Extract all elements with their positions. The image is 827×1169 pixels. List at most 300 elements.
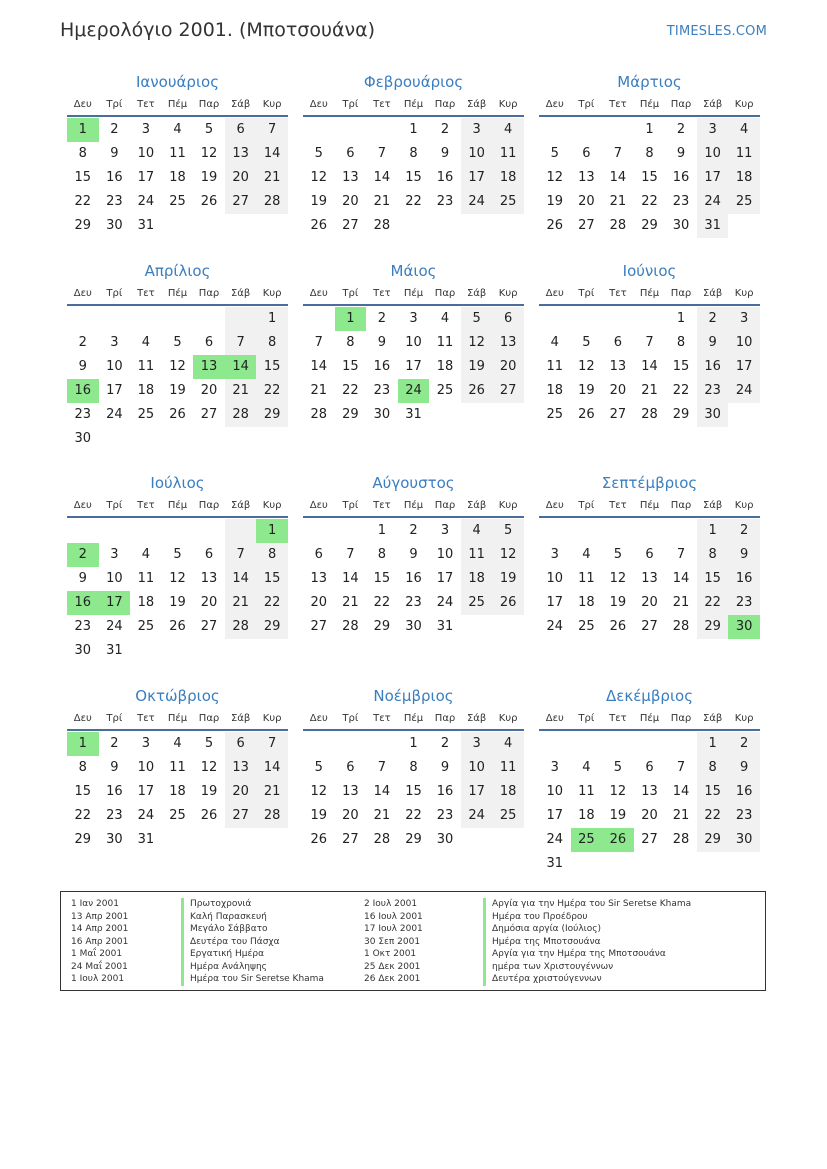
weekday-label: Πέμ <box>639 713 660 724</box>
day-cell: 19 <box>609 808 627 823</box>
day-cell: 20 <box>200 383 218 398</box>
day-cell: 14 <box>310 359 328 374</box>
day-cell: 8 <box>78 760 87 775</box>
month-days <box>539 118 760 238</box>
day-cell: 2 <box>110 122 119 137</box>
day-cell: 17 <box>728 355 760 379</box>
empty-day-cell <box>256 427 288 451</box>
weekday-label: Παρ <box>198 99 220 110</box>
empty-day-cell <box>193 214 225 238</box>
day-cell: 2 <box>440 736 450 751</box>
day-cell: 26 <box>546 218 564 233</box>
month-name: Ιούνιος <box>622 262 677 280</box>
holiday-day-cell: 26 <box>602 828 634 852</box>
empty-day-cell <box>225 519 257 543</box>
day-cell: 13 <box>609 359 627 374</box>
day-cell: 17 <box>137 170 155 185</box>
empty-day-cell <box>303 118 335 142</box>
weekday-label: Τρί <box>342 99 359 110</box>
week-row <box>539 828 760 852</box>
month-name: Μάιος <box>390 262 437 280</box>
week-row <box>539 118 760 142</box>
day-cell: 20 <box>200 595 218 610</box>
day-cell: 24 <box>106 619 123 634</box>
day-cell: 24 <box>546 832 564 847</box>
day-cell: 14 <box>373 170 391 185</box>
week-row <box>67 403 288 427</box>
empty-day-cell <box>366 732 398 756</box>
month-block <box>539 260 760 427</box>
week-row <box>539 519 760 543</box>
empty-day-cell <box>99 307 131 331</box>
day-cell: 13 <box>578 170 595 185</box>
weekday-label: Τρί <box>578 99 595 110</box>
day-cell: 7 <box>225 543 257 567</box>
day-cell: 3 <box>141 122 151 137</box>
empty-day-cell <box>728 214 760 238</box>
day-cell: 7 <box>225 331 257 355</box>
weekday-label: Παρ <box>670 99 692 110</box>
weekday-label: Σάβ <box>230 713 251 724</box>
day-cell: 14 <box>609 170 627 185</box>
day-cell: 30 <box>74 431 92 446</box>
weekday-label: Παρ <box>434 288 456 299</box>
weekday-label: Σάβ <box>702 500 723 511</box>
day-cell: 4 <box>492 732 524 756</box>
month-block <box>303 685 524 852</box>
month-block <box>303 260 524 427</box>
month-block <box>67 71 288 238</box>
holiday-name: Καλή Παρασκευή <box>181 911 324 924</box>
day-cell: 10 <box>137 146 155 161</box>
holiday-date: 1 Οκτ 2001 <box>364 949 417 959</box>
empty-day-cell <box>225 427 257 451</box>
weekday-label: Παρ <box>670 500 692 511</box>
day-cell: 29 <box>256 615 288 639</box>
day-cell: 21 <box>225 591 257 615</box>
week-row <box>303 307 524 331</box>
holiday-names-col-2 <box>483 898 691 986</box>
holiday-date: 13 Απρ 2001 <box>71 911 129 922</box>
day-cell: 30 <box>436 832 454 847</box>
day-cell: 21 <box>225 379 257 403</box>
day-cell: 15 <box>74 784 92 799</box>
empty-day-cell <box>492 828 524 852</box>
week-row <box>303 166 524 190</box>
holiday-name: Ημέρα Ανάληψης <box>181 961 324 974</box>
day-cell: 26 <box>578 407 595 422</box>
weekday-label: Τετ <box>137 99 155 110</box>
day-cell: 7 <box>676 547 686 562</box>
week-row <box>303 190 524 214</box>
day-cell: 14 <box>256 756 288 780</box>
day-cell: 31 <box>546 856 564 871</box>
week-row <box>303 379 524 403</box>
week-row <box>67 214 288 238</box>
day-cell: 12 <box>310 784 328 799</box>
week-row <box>67 732 288 756</box>
holiday-date: 30 Σεπ 2001 <box>364 936 421 947</box>
day-cell: 11 <box>492 142 524 166</box>
day-cell: 20 <box>641 595 658 610</box>
day-cell: 10 <box>461 142 493 166</box>
day-cell: 12 <box>200 146 218 161</box>
day-cell: 30 <box>697 403 729 427</box>
day-cell: 15 <box>342 359 359 374</box>
empty-day-cell <box>571 519 603 543</box>
empty-day-cell <box>225 214 257 238</box>
holiday-dates-col-1 <box>71 898 128 986</box>
day-cell: 4 <box>173 736 182 751</box>
week-row <box>67 355 288 379</box>
day-cell: 5 <box>613 760 623 775</box>
day-cell: 30 <box>672 218 690 233</box>
day-cell: 15 <box>697 567 729 591</box>
day-cell: 1 <box>697 519 729 543</box>
day-cell: 27 <box>225 804 257 828</box>
month-name: Ιούλιος <box>150 474 205 492</box>
day-cell: 17 <box>461 166 493 190</box>
empty-day-cell <box>256 214 288 238</box>
day-cell: 6 <box>645 547 654 562</box>
empty-day-cell <box>602 852 634 876</box>
week-row <box>539 615 760 639</box>
holiday-name: Δευτέρα χριστούγεννων <box>483 973 691 986</box>
weekday-label: Τετ <box>609 288 627 299</box>
day-cell: 1 <box>256 307 288 331</box>
weekday-label: Πέμ <box>403 99 424 110</box>
day-cell: 19 <box>546 194 564 209</box>
week-row <box>539 379 760 403</box>
day-cell: 30 <box>373 407 391 422</box>
empty-day-cell <box>461 403 493 427</box>
day-cell: 8 <box>256 543 288 567</box>
week-row <box>67 142 288 166</box>
empty-day-cell <box>571 852 603 876</box>
day-cell: 29 <box>697 615 729 639</box>
empty-day-cell <box>99 519 131 543</box>
week-row <box>67 166 288 190</box>
month-days <box>539 732 760 876</box>
weekday-header <box>539 284 760 306</box>
empty-day-cell <box>67 519 99 543</box>
empty-day-cell <box>602 118 634 142</box>
day-cell: 5 <box>613 547 623 562</box>
empty-day-cell <box>366 118 398 142</box>
brand-logo-text[interactable]: TIMESLES.COM <box>666 24 767 39</box>
day-cell: 22 <box>74 808 92 823</box>
day-cell: 28 <box>225 403 257 427</box>
day-cell: 9 <box>377 335 387 350</box>
empty-day-cell <box>225 828 257 852</box>
day-cell: 8 <box>78 146 87 161</box>
month-name: Μάρτιος <box>617 73 682 91</box>
day-cell: 22 <box>373 595 391 610</box>
day-cell: 26 <box>200 808 218 823</box>
day-cell: 6 <box>645 760 654 775</box>
weekday-label: Τετ <box>373 99 391 110</box>
holiday-name: Δημόσια αργία (Ιούλιος) <box>483 923 691 936</box>
day-cell: 21 <box>256 166 288 190</box>
week-row <box>539 331 760 355</box>
day-cell: 18 <box>169 784 186 799</box>
day-cell: 18 <box>137 383 155 398</box>
day-cell: 27 <box>609 407 627 422</box>
week-row <box>303 355 524 379</box>
empty-day-cell <box>461 615 493 639</box>
day-cell: 15 <box>256 355 288 379</box>
empty-day-cell <box>665 519 697 543</box>
day-cell: 11 <box>492 756 524 780</box>
weekday-label: Κυρ <box>734 99 754 110</box>
day-cell: 15 <box>672 359 690 374</box>
holiday-day-cell: 1 <box>67 118 99 142</box>
weekday-label: Δευ <box>545 713 564 724</box>
empty-day-cell <box>335 118 367 142</box>
day-cell: 19 <box>200 784 218 799</box>
weekday-label: Σάβ <box>230 99 251 110</box>
weekday-label: Τρί <box>106 99 123 110</box>
weekday-label: Πέμ <box>167 99 188 110</box>
holiday-day-cell: 1 <box>335 307 367 331</box>
empty-day-cell <box>571 307 603 331</box>
day-cell: 1 <box>409 736 418 751</box>
day-cell: 25 <box>546 407 564 422</box>
empty-day-cell <box>398 214 430 238</box>
day-cell: 6 <box>613 335 623 350</box>
empty-day-cell <box>67 307 99 331</box>
weekday-label: Δευ <box>545 500 564 511</box>
month-block <box>67 260 288 451</box>
day-cell: 15 <box>405 170 422 185</box>
weekday-label: Σάβ <box>230 500 251 511</box>
day-cell: 9 <box>110 146 119 161</box>
month-block <box>303 71 524 238</box>
weekday-label: Τρί <box>106 500 123 511</box>
day-cell: 29 <box>74 218 92 233</box>
weekday-label: Κυρ <box>498 99 518 110</box>
day-cell: 19 <box>310 194 328 209</box>
day-cell: 26 <box>310 832 328 847</box>
empty-day-cell <box>162 307 194 331</box>
day-cell: 11 <box>546 359 564 374</box>
day-cell: 13 <box>641 784 658 799</box>
day-cell: 15 <box>256 567 288 591</box>
day-cell: 3 <box>110 547 119 562</box>
day-cell: 9 <box>440 760 450 775</box>
holiday-date: 25 Δεκ 2001 <box>364 961 421 972</box>
day-cell: 31 <box>106 643 123 658</box>
day-cell: 11 <box>728 142 760 166</box>
month-name: Φεβρουάριος <box>363 73 464 91</box>
day-cell: 14 <box>641 359 658 374</box>
day-cell: 16 <box>697 355 729 379</box>
month-days <box>67 118 288 238</box>
day-cell: 27 <box>200 619 218 634</box>
empty-day-cell <box>130 519 162 543</box>
week-row <box>303 615 524 639</box>
day-cell: 20 <box>310 595 328 610</box>
day-cell: 13 <box>492 331 524 355</box>
week-row <box>67 756 288 780</box>
holiday-legend <box>60 891 766 991</box>
day-cell: 7 <box>256 732 288 756</box>
weekday-label: Τετ <box>137 713 155 724</box>
day-cell: 25 <box>436 383 454 398</box>
weekday-header <box>67 496 288 518</box>
holiday-name: Αργία για την Ημέρα του Sir Seretse Khama <box>483 898 691 911</box>
weekday-label: Δευ <box>73 713 92 724</box>
weekday-header <box>539 496 760 518</box>
day-cell: 7 <box>377 146 387 161</box>
week-row <box>539 214 760 238</box>
day-cell: 9 <box>78 571 87 586</box>
day-cell: 29 <box>405 832 422 847</box>
day-cell: 18 <box>546 383 564 398</box>
day-cell: 4 <box>582 547 591 562</box>
day-cell: 18 <box>461 567 493 591</box>
week-row <box>539 355 760 379</box>
month-days <box>67 307 288 451</box>
weekday-header <box>539 709 760 731</box>
empty-day-cell <box>335 519 367 543</box>
day-cell: 4 <box>141 335 151 350</box>
day-cell: 4 <box>550 335 559 350</box>
day-cell: 18 <box>436 359 454 374</box>
day-cell: 28 <box>641 407 658 422</box>
empty-day-cell <box>225 307 257 331</box>
empty-day-cell <box>634 307 666 331</box>
day-cell: 31 <box>137 218 155 233</box>
day-cell: 22 <box>74 194 92 209</box>
day-cell: 19 <box>200 170 218 185</box>
day-cell: 5 <box>314 146 323 161</box>
day-cell: 21 <box>609 194 627 209</box>
holiday-name: Μεγάλο Σάββατο <box>181 923 324 936</box>
day-cell: 14 <box>672 571 690 586</box>
week-row <box>539 780 760 804</box>
empty-day-cell <box>335 732 367 756</box>
day-cell: 11 <box>137 571 155 586</box>
day-cell: 21 <box>256 780 288 804</box>
day-cell: 20 <box>342 194 359 209</box>
day-cell: 1 <box>377 523 387 538</box>
day-cell: 23 <box>106 194 123 209</box>
weekday-header <box>303 95 524 117</box>
holiday-date: 1 Μαΐ 2001 <box>71 949 123 959</box>
day-cell: 9 <box>676 146 686 161</box>
day-cell: 10 <box>546 784 564 799</box>
empty-day-cell <box>256 828 288 852</box>
weekday-label: Πέμ <box>403 500 424 511</box>
day-cell: 27 <box>641 619 658 634</box>
day-cell: 22 <box>405 808 422 823</box>
day-cell: 25 <box>137 407 155 422</box>
day-cell: 28 <box>373 218 391 233</box>
day-cell: 22 <box>342 383 359 398</box>
week-row <box>67 427 288 451</box>
day-cell: 17 <box>436 571 454 586</box>
day-cell: 25 <box>169 808 186 823</box>
weekday-label: Τετ <box>373 288 391 299</box>
weekday-label: Σάβ <box>466 713 487 724</box>
holiday-date: 17 Ιουλ 2001 <box>364 924 423 934</box>
day-cell: 4 <box>440 311 450 326</box>
week-row <box>303 214 524 238</box>
holiday-date: 24 Μαΐ 2001 <box>71 961 128 972</box>
weekday-label: Τρί <box>106 713 123 724</box>
day-cell: 30 <box>74 643 92 658</box>
day-cell: 5 <box>492 519 524 543</box>
holiday-day-cell: 13 <box>193 355 225 379</box>
day-cell: 3 <box>110 335 119 350</box>
holiday-date: 16 Απρ 2001 <box>71 936 129 947</box>
day-cell: 30 <box>728 828 760 852</box>
day-cell: 26 <box>169 407 186 422</box>
week-row <box>539 403 760 427</box>
day-cell: 6 <box>346 760 355 775</box>
holiday-name: Αργία για την Ημέρα της Μποτσουάνα <box>483 948 691 961</box>
holiday-day-cell: 2 <box>67 543 99 567</box>
week-row <box>303 142 524 166</box>
weekday-header <box>67 284 288 306</box>
day-cell: 25 <box>728 190 760 214</box>
day-cell: 23 <box>373 383 391 398</box>
day-cell: 23 <box>74 407 92 422</box>
day-cell: 7 <box>645 335 654 350</box>
day-cell: 30 <box>106 218 123 233</box>
empty-day-cell <box>602 307 634 331</box>
day-cell: 15 <box>74 170 92 185</box>
day-cell: 24 <box>697 190 729 214</box>
day-cell: 22 <box>697 591 729 615</box>
day-cell: 27 <box>342 218 359 233</box>
weekday-label: Δευ <box>309 713 328 724</box>
day-cell: 3 <box>550 547 559 562</box>
month-days <box>303 519 524 639</box>
week-row <box>303 828 524 852</box>
day-cell: 26 <box>461 379 493 403</box>
week-row <box>67 118 288 142</box>
day-cell: 14 <box>373 784 391 799</box>
weekday-label: Τρί <box>578 288 595 299</box>
day-cell: 3 <box>461 732 493 756</box>
day-cell: 14 <box>672 784 690 799</box>
day-cell: 5 <box>550 146 559 161</box>
weekday-label: Δευ <box>309 288 328 299</box>
weekday-label: Πέμ <box>639 288 660 299</box>
day-cell: 28 <box>609 218 627 233</box>
week-row <box>303 591 524 615</box>
week-row <box>539 543 760 567</box>
day-cell: 25 <box>578 619 595 634</box>
day-cell: 4 <box>141 547 151 562</box>
weekday-header <box>539 95 760 117</box>
month-days <box>303 307 524 427</box>
day-cell: 7 <box>676 760 686 775</box>
day-cell: 17 <box>106 383 123 398</box>
week-row <box>539 307 760 331</box>
day-cell: 14 <box>225 567 257 591</box>
weekday-label: Κυρ <box>734 713 754 724</box>
day-cell: 31 <box>405 407 422 422</box>
month-name: Δεκέμβριος <box>605 687 693 705</box>
empty-day-cell <box>492 615 524 639</box>
empty-day-cell <box>634 732 666 756</box>
day-cell: 28 <box>310 407 328 422</box>
weekday-header <box>303 709 524 731</box>
weekday-label: Παρ <box>434 99 456 110</box>
